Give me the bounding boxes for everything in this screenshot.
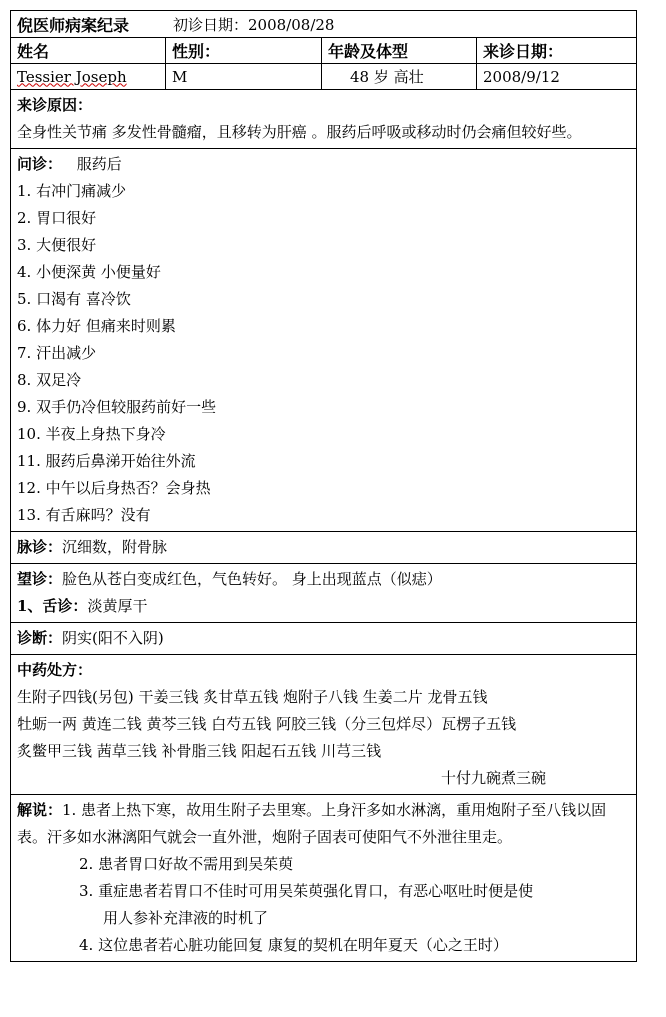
patient-name [11, 64, 166, 89]
reason-label: 来诊原因： [17, 96, 93, 114]
reason-text: 全身性关节痛 多发性骨髓瘤，且移转为肝癌 。服药后呼吸或移动时仍会痛但较好些。 [17, 123, 582, 141]
diagnosis-label: 诊断： [17, 629, 63, 647]
prescription-line: 炙鳖甲三钱 茜草三钱 补骨脂三钱 阳起石五钱 川芎三钱 [17, 742, 382, 760]
observation-section [11, 564, 636, 623]
inquiry-item: 12. 中午以后身热否？会身热 [17, 479, 211, 497]
prescription-dosage: 十付九碗煮三碗 [440, 769, 546, 787]
inquiry-item: 6. 体力好 但痛来时则累 [17, 317, 176, 335]
inquiry-item: 2. 胃口很好 [17, 209, 97, 227]
inquiry-item: 10. 半夜上身热下身冷 [17, 425, 166, 443]
label-sex: 性别： [166, 38, 322, 63]
record-title: 倪医师病案纪录 [17, 15, 130, 35]
explanation-item-3: 3. 重症患者若胃口不佳时可用吴茱萸强化胃口，有恶心呕吐时便是使 [79, 882, 534, 900]
explanation-label: 解说： [17, 801, 63, 819]
explanation-item-1: 1. 患者上热下寒，故用生附子去里寒。上身汗多如水淋漓，重用炮附子至八钱以固表。汗多如水淋漓阳气就会一直外泄，炮附子固表可使阳气不外泄往里走。 [17, 801, 607, 846]
pulse-label: 脉诊： [17, 538, 63, 556]
record-header [11, 11, 636, 38]
reason-section [11, 90, 636, 149]
prescription-line: 生附子四钱(另包) 干姜三钱 炙甘草五钱 炮附子八钱 生姜二片 龙骨五钱 [17, 688, 488, 706]
tongue-label: 1、舌诊： [17, 597, 88, 615]
observation-label: 望诊： [17, 570, 63, 588]
label-visit-date: 来诊日期： [483, 42, 564, 61]
prescription-line: 牡蛎一两 黄连二钱 黄芩三钱 白芍五钱 阿胶三钱（分三包烊尽）瓦楞子五钱 [17, 715, 517, 733]
inquiry-item: 4. 小便深黄 小便量好 [17, 263, 161, 281]
patient-visit-date: 2008/9/12 [483, 67, 560, 86]
pulse-section [11, 532, 636, 564]
tongue-text: 淡黄厚干 [87, 597, 148, 615]
first-visit-date: 初诊日期：2008/08/28 [173, 15, 335, 34]
diagnosis-text: 阴实(阳不入阴) [62, 629, 164, 647]
inquiry-label: 问诊： [17, 155, 63, 173]
inquiry-item: 13. 有舌麻吗？没有 [17, 506, 151, 524]
label-name: 姓名 [11, 38, 166, 63]
prescription-section [11, 655, 636, 795]
explanation-item-2: 2. 患者胃口好故不需用到吴茱萸 [79, 855, 294, 873]
pulse-text: 沉细数，附骨脉 [62, 538, 168, 556]
patient-age-build: 48 岁 高壮 [322, 64, 477, 89]
observation-text: 脸色从苍白变成红色，气色转好。 身上出现蓝点（似痣） [62, 570, 442, 588]
inquiry-item: 8. 双足冷 [17, 371, 82, 389]
inquiry-section [11, 149, 636, 532]
explanation-item-3-cont: 用人参补充津液的时机了 [103, 909, 269, 927]
prescription-label: 中药处方： [17, 661, 93, 679]
patient-info-value-row [11, 64, 636, 90]
patient-name-text: Tessier Joseph [17, 67, 127, 86]
patient-info-header-row [11, 38, 636, 64]
inquiry-item: 5. 口渴有 喜冷饮 [17, 290, 131, 308]
inquiry-item: 3. 大便很好 [17, 236, 97, 254]
medical-record-table [10, 10, 637, 962]
inquiry-item: 7. 汗出减少 [17, 344, 97, 362]
inquiry-item: 11. 服药后鼻涕开始往外流 [17, 452, 196, 470]
diagnosis-section [11, 623, 636, 655]
inquiry-item: 9. 双手仍冷但较服药前好一些 [17, 398, 217, 416]
explanation-section [11, 795, 636, 961]
explanation-item-4: 4. 这位患者若心脏功能回复 康复的契机在明年夏天（心之王时） [79, 936, 508, 954]
patient-sex: M [166, 64, 322, 89]
label-age-build: 年龄及体型 [322, 38, 477, 63]
inquiry-item: 1. 右冲门痛减少 [17, 182, 127, 200]
inquiry-note: 服药后 [76, 155, 122, 173]
